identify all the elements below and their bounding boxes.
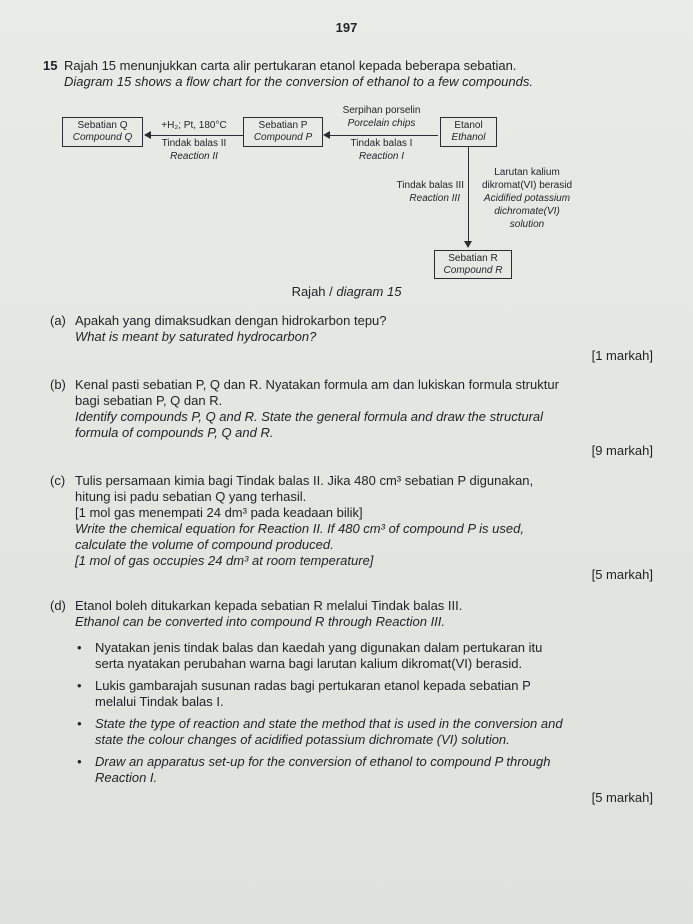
- compound-q-label-malay: Sebatian Q: [77, 120, 128, 131]
- reaction3-label-english: Reaction III: [409, 193, 460, 204]
- caption-malay: Rajah /: [291, 284, 333, 299]
- bullet-english-1-line-1: State the type of reaction and state the method that is used in the conversion and: [95, 716, 563, 731]
- part-c-english-1: Write the chemical equation for Reaction II. If 480 cm³ of compound P is used,: [75, 521, 524, 536]
- part-c-malay-2: hitung isi padu sebatian Q yang terhasil.: [75, 489, 307, 504]
- reaction3-label-malay: Tindak balas III: [396, 180, 464, 191]
- part-b-malay-2: bagi sebatian P, Q dan R.: [75, 393, 223, 408]
- reaction2-label-malay: Tindak balas II: [161, 138, 227, 149]
- bullet-malay-1-line-1: Nyatakan jenis tindak balas dan kaedah yang digunakan dalam pertukaran itu: [95, 640, 543, 655]
- part-c-marks: [5 markah]: [591, 567, 653, 582]
- compound-q-box: [62, 117, 143, 147]
- part-b-malay-1: Kenal pasti sebatian P, Q dan R. Nyatakan formula am dan lukiskan formula struktur: [75, 377, 559, 392]
- part-c-malay-1: Tulis persamaan kimia bagi Tindak balas II. Jika 480 cm³ sebatian P digunakan,: [75, 473, 534, 488]
- caption-english: diagram 15: [336, 284, 402, 299]
- reaction3-reagent-english-1: Acidified potassium: [483, 193, 571, 204]
- bullet-item: [77, 716, 665, 748]
- reaction3-reagent-english-2: dichromate(VI): [494, 206, 560, 217]
- compound-p-label-english: Compound P: [253, 132, 313, 143]
- part-c-question: [75, 473, 675, 569]
- bullet-malay-2-line-2: melalui Tindak balas I.: [95, 694, 224, 709]
- bullet-dot-icon: •: [77, 754, 82, 769]
- question-number: 15: [43, 58, 58, 73]
- question-intro: [64, 58, 664, 90]
- part-b-english-2: formula of compounds P, Q and R.: [75, 425, 274, 440]
- compound-p-box: [243, 117, 323, 147]
- compound-p-label-malay: Sebatian P: [258, 120, 308, 131]
- part-a-label: (a): [50, 313, 66, 328]
- part-a-malay: Apakah yang dimaksudkan dengan hidrokarbon tepu?: [75, 313, 387, 328]
- reaction2-label-english: Reaction II: [170, 151, 218, 162]
- bullet-malay-1-line-2: serta nyatakan perubahan warna bagi larutan kalium dikromat(VI) berasid.: [95, 656, 523, 671]
- reaction1-label-malay: Tindak balas I: [350, 138, 413, 149]
- compound-r-label-malay: Sebatian R: [448, 253, 498, 264]
- bullet-english-2-line-2: Reaction I.: [95, 770, 158, 785]
- part-d-marks: [5 markah]: [591, 790, 653, 805]
- part-b-english-1: Identify compounds P, Q and R. State the general formula and draw the structural: [75, 409, 544, 424]
- reaction2-arrow-line: [151, 135, 243, 136]
- reaction3-arrow-line: [468, 147, 469, 242]
- part-c-malay-3: [1 mol gas menempati 24 dm³ pada keadaan bilik]: [75, 505, 363, 520]
- part-d-label: (d): [50, 598, 66, 613]
- part-d-malay: Etanol boleh ditukarkan kepada sebatian R melalui Tindak balas III.: [75, 598, 463, 613]
- part-d-bullets: [77, 640, 665, 792]
- reaction3-arrowhead: [464, 241, 472, 248]
- bullet-english-2-line-1: Draw an apparatus set-up for the conversion of ethanol to compound P through: [95, 754, 551, 769]
- reaction2-condition: +H₂; Pt, 180°C: [161, 120, 227, 131]
- page-number: 197: [335, 20, 358, 35]
- part-b-marks: [9 markah]: [591, 443, 653, 458]
- bullet-item: [77, 754, 665, 786]
- part-a-english: What is meant by saturated hydrocarbon?: [75, 329, 317, 344]
- bullet-dot-icon: •: [77, 640, 82, 655]
- part-c-english-3: [1 mol of gas occupies 24 dm³ at room temperature]: [75, 553, 374, 568]
- diagram-caption: [0, 284, 693, 299]
- part-a-marks: [1 markah]: [591, 348, 653, 363]
- bullet-item: [77, 678, 665, 710]
- part-c-label: (c): [50, 473, 66, 488]
- reaction1-condition-malay: Serpihan porselin: [342, 105, 421, 116]
- intro-english: Diagram 15 shows a flow chart for the conversion of ethanol to a few compounds.: [64, 74, 533, 89]
- reaction3-reagent-malay-2: dikromat(VI) berasid: [481, 180, 573, 191]
- bullet-dot-icon: •: [77, 716, 82, 731]
- part-d-question: [75, 598, 675, 630]
- bullet-malay-2-line-1: Lukis gambarajah susunan radas bagi pertukaran etanol kepada sebatian P: [95, 678, 531, 693]
- compound-r-box: [434, 250, 512, 279]
- reaction3-reagent-malay-1: Larutan kalium: [494, 167, 560, 178]
- bullet-english-1-line-2: state the colour changes of acidified potassium dichromate (VI) solution.: [95, 732, 510, 747]
- ethanol-label-malay: Etanol: [454, 120, 483, 131]
- part-b-question: [75, 377, 675, 441]
- part-b-label: (b): [50, 377, 66, 392]
- bullet-item: [77, 640, 665, 672]
- ethanol-box: [440, 117, 497, 147]
- bullet-dot-icon: •: [77, 678, 82, 693]
- compound-r-label-english: Compound R: [443, 265, 503, 276]
- part-d-english: Ethanol can be converted into compound R through Reaction III.: [75, 614, 446, 629]
- reaction1-label-english: Reaction I: [358, 151, 405, 162]
- part-a-question: [75, 313, 655, 345]
- reaction3-reagent-english-3: solution: [509, 219, 545, 230]
- part-c-english-2: calculate the volume of compound produced.: [75, 537, 334, 552]
- intro-malay: Rajah 15 menunjukkan carta alir pertukaran etanol kepada beberapa sebatian.: [64, 58, 517, 73]
- reaction1-arrow-line: [330, 135, 438, 136]
- compound-q-label-english: Compound Q: [72, 132, 133, 143]
- ethanol-label-english: Ethanol: [451, 132, 486, 143]
- reaction1-condition-english: Porcelain chips: [347, 118, 416, 129]
